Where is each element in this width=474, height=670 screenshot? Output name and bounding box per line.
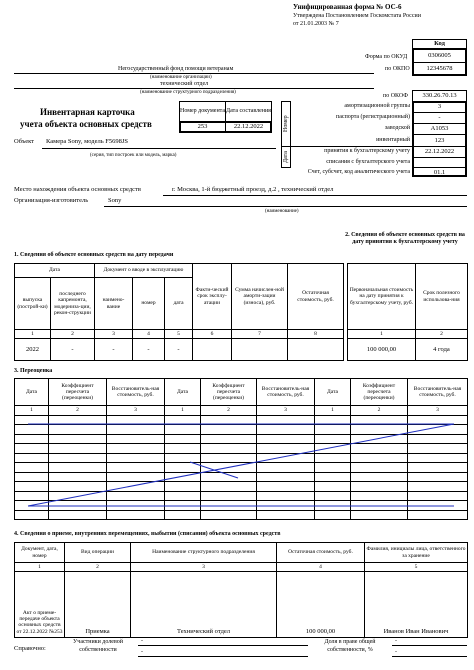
s3-h-coef: Коэффициент пересчета (переоценки): [49, 379, 107, 406]
s1-residual-value: [288, 339, 344, 361]
s1-colnum: 2: [51, 330, 95, 339]
section2-table: [347, 263, 468, 361]
s1-doc-date-value: -: [165, 339, 193, 361]
acceptance-date-value: 22.12.2022: [424, 148, 455, 156]
form-title: Унифицированная форма № ОС-6: [293, 3, 402, 11]
s3-colnum: 1: [315, 406, 351, 415]
s2-initial-cost-value: 100 000,00: [348, 339, 416, 361]
s1-colnum: 5: [165, 330, 193, 339]
s3-h-restore: Восстановитель-ная стоимость, руб.: [107, 379, 165, 406]
s3-colnum: 3: [107, 406, 165, 415]
manufacturer-label: Организация-изготовитель: [14, 197, 89, 204]
s1-h-last-repair: последнего капремонта, модерниза-ции, рекон-струкции: [51, 278, 95, 330]
s3-h-date: Дата: [165, 379, 201, 406]
s1-colnum: 7: [232, 330, 288, 339]
s4-colnum: 1: [15, 563, 65, 572]
number-side-label: Номер: [283, 115, 289, 133]
location-value: г. Москва, 1-й бюджетный проезд, д.2 , технический отдел: [172, 186, 334, 193]
strikeout-diagonal: [28, 424, 454, 506]
members-dash-2: -: [141, 649, 143, 655]
okpo-value: 12345678: [426, 65, 453, 73]
department-name: технический отдел: [160, 81, 209, 87]
org-name: Негосударственный фонд помощи ветеранам: [118, 66, 234, 72]
share-line-2: [392, 656, 467, 657]
account-value: 01.1: [433, 168, 446, 176]
org-underline: [14, 73, 374, 74]
s3-h-restore: Восстановитель-ная стоимость, руб.: [257, 379, 315, 406]
members-dash-1: -: [141, 638, 143, 644]
s3-h-restore: Восстановитель-ная стоимость, руб.: [408, 379, 468, 406]
inventory-value: 123: [434, 136, 445, 144]
s1-last-repair-value: -: [51, 339, 95, 361]
object-value: Камера Sony, модель F5698JS: [46, 138, 129, 145]
card-title-line1: Инвентарная карточка: [40, 107, 135, 117]
s2-useful-life-value: 4 года: [416, 339, 468, 361]
doc-number: 253: [197, 123, 208, 131]
okof-value: 330.26.70.13: [422, 92, 457, 100]
section1-table: [14, 263, 344, 361]
code-header: Код: [434, 40, 445, 48]
s1-colnum: 4: [133, 330, 165, 339]
s3-colnum: 2: [351, 406, 408, 415]
share-dash-2: -: [395, 649, 397, 655]
org-caption: (наименование организации): [150, 75, 212, 80]
s1-h-doc-number: номер: [133, 278, 165, 330]
okpo-label: по ОКПО: [385, 66, 410, 72]
s3-colnum: 2: [49, 406, 107, 415]
s1-doc-number-value: -: [133, 339, 165, 361]
section1-title: 1. Сведения об объекте основных средств на дату передачи: [14, 252, 174, 258]
factory-value: А1053: [430, 125, 449, 133]
s1-doc-name-value: -: [95, 339, 133, 361]
s3-h-date: Дата: [15, 379, 49, 406]
s4-h-operation: Вид операции: [65, 543, 131, 563]
s4-h-person: Фамилия, инициалы лица, ответственного за хранение: [365, 543, 468, 563]
section4-table: [14, 542, 468, 638]
share-dash-1: -: [395, 638, 397, 644]
s4-h-residual: Остаточная стоимость, руб.: [277, 543, 365, 563]
s1-accrued-value: [232, 339, 288, 361]
object-underline: [42, 148, 276, 149]
s3-h-coef: Коэффициент пересчета (переоценки): [201, 379, 257, 406]
s3-colnum: 3: [257, 406, 315, 415]
strikeout-lines: [14, 378, 467, 520]
share-label: Доля в праве общей собственности, %: [324, 639, 376, 653]
s3-colnum: 1: [165, 406, 201, 415]
members-line-2: [138, 656, 308, 657]
s1-colnum: 1: [15, 330, 51, 339]
s3-h-coef: Коэффициент пересчета (переоценки): [351, 379, 408, 406]
doc-date-header: Дата составления: [226, 108, 271, 115]
s1-colnum: 6: [193, 330, 232, 339]
s4-colnum: 5: [365, 563, 468, 572]
writeoff-date-label: списания с бухгалтерского учета: [326, 159, 410, 166]
s1-h-accrued: Сумма начислен-ной аморти-зации (износа), руб.: [232, 264, 288, 330]
dept-underline: [14, 88, 374, 89]
s1-h-doc-date: дата: [165, 278, 193, 330]
doc-number-header: Номер документа: [180, 108, 225, 115]
s1-h-residual: Остаточная стоимость, руб.: [288, 264, 344, 330]
s1-release-value: 2022: [15, 339, 51, 361]
manufacturer-caption: (наименование): [265, 209, 299, 214]
s1-colnum: 8: [288, 330, 344, 339]
s4-residual-value: 100 000,00: [277, 572, 365, 638]
s4-person-value: Иванов Иван Иванович: [365, 572, 468, 638]
members-line-1: [138, 645, 308, 646]
s1-h-date: Дата: [15, 264, 95, 278]
s2-h-initial-cost: Первоначальная стоимость на дату принятия к бухгалтерскому учету, руб.: [348, 264, 416, 330]
manufacturer-underline: [104, 206, 467, 207]
s1-h-doc-name: наимено-вание: [95, 278, 133, 330]
approved-line-2: от 21.01.2003 № 7: [293, 21, 339, 27]
s4-colnum: 3: [131, 563, 277, 572]
factory-label: заводской: [384, 125, 410, 132]
s4-colnum: 4: [277, 563, 365, 572]
doc-date: 22.12.2022: [233, 123, 264, 131]
section3-title: 3. Переоценка: [14, 368, 53, 374]
s3-colnum: 1: [15, 406, 49, 415]
s2-colnum: 2: [416, 330, 468, 339]
object-label: Объект: [14, 138, 34, 145]
okud-value: 0306005: [428, 52, 451, 60]
location-underline: [163, 195, 467, 196]
s4-document-value: Акт о приеме-передаче объекта основных средств от 22.12.2022 №253: [15, 572, 65, 638]
inventory-label: инвентарный: [376, 136, 410, 143]
s4-operation-value: Приемка: [65, 572, 131, 638]
passport-value: -: [438, 114, 441, 122]
amort-group-label: амортизационной группы: [344, 103, 410, 110]
reference-label: Справочно:: [14, 645, 46, 652]
card-title-line2: учета объекта основных средств: [20, 119, 152, 129]
manufacturer-value: Sony: [108, 197, 122, 204]
location-label: Место нахождения объекта основных средств: [14, 186, 141, 193]
s4-colnum: 2: [65, 563, 131, 572]
s2-colnum: 1: [348, 330, 416, 339]
strikeout-cross: [190, 462, 238, 478]
members-label: Участники долевой собственности: [73, 639, 123, 653]
amort-group-value: 3: [437, 103, 442, 111]
account-label: Счет, субсчет, код аналитического учета: [307, 168, 410, 175]
s4-h-unit: Наименование структурного подразделения: [131, 543, 277, 563]
okud-label: Форма по ОКУД: [365, 54, 408, 60]
date-side-label: Дата: [283, 151, 289, 163]
approved-line-1: Утверждена Постановлением Госкомстата России: [293, 13, 421, 19]
s3-h-date: Дата: [315, 379, 351, 406]
s2-h-useful-life: Срок полезного использова-ния: [416, 264, 468, 330]
s1-actual-term-value: [193, 339, 232, 361]
s4-unit-value: Технический отдел: [131, 572, 277, 638]
dept-caption: (наименование структурного подразделения): [140, 90, 236, 95]
s1-h-release: выпуска (построй-ки): [15, 278, 51, 330]
s3-colnum: 2: [201, 406, 257, 415]
s3-colnum: 3: [408, 406, 468, 415]
s1-h-document: Документ о вводе в эксплуатацию: [95, 264, 193, 278]
section2-title: 2. Сведения об объекте основных средств на дату принятия к бухгалтерскому учету: [345, 231, 465, 245]
object-caption: (серия, тип построек или модель, марка): [90, 153, 177, 158]
passport-label: паспорта (регистрационный): [336, 114, 410, 121]
acceptance-date-label: принятия к бухгалтерскому учету: [324, 148, 410, 155]
share-line-1: [392, 645, 467, 646]
s1-colnum: 3: [95, 330, 133, 339]
s1-h-actual-term: Факти-ческий срок эксплу-атации: [193, 264, 232, 330]
section4-title: 4. Сведения о приеме, внутренних перемещениях, выбытии (списании) объекта основных средств: [14, 531, 281, 537]
okof-label: по ОКОФ: [383, 93, 409, 99]
s4-h-document: Документ, дата, номер: [15, 543, 65, 563]
